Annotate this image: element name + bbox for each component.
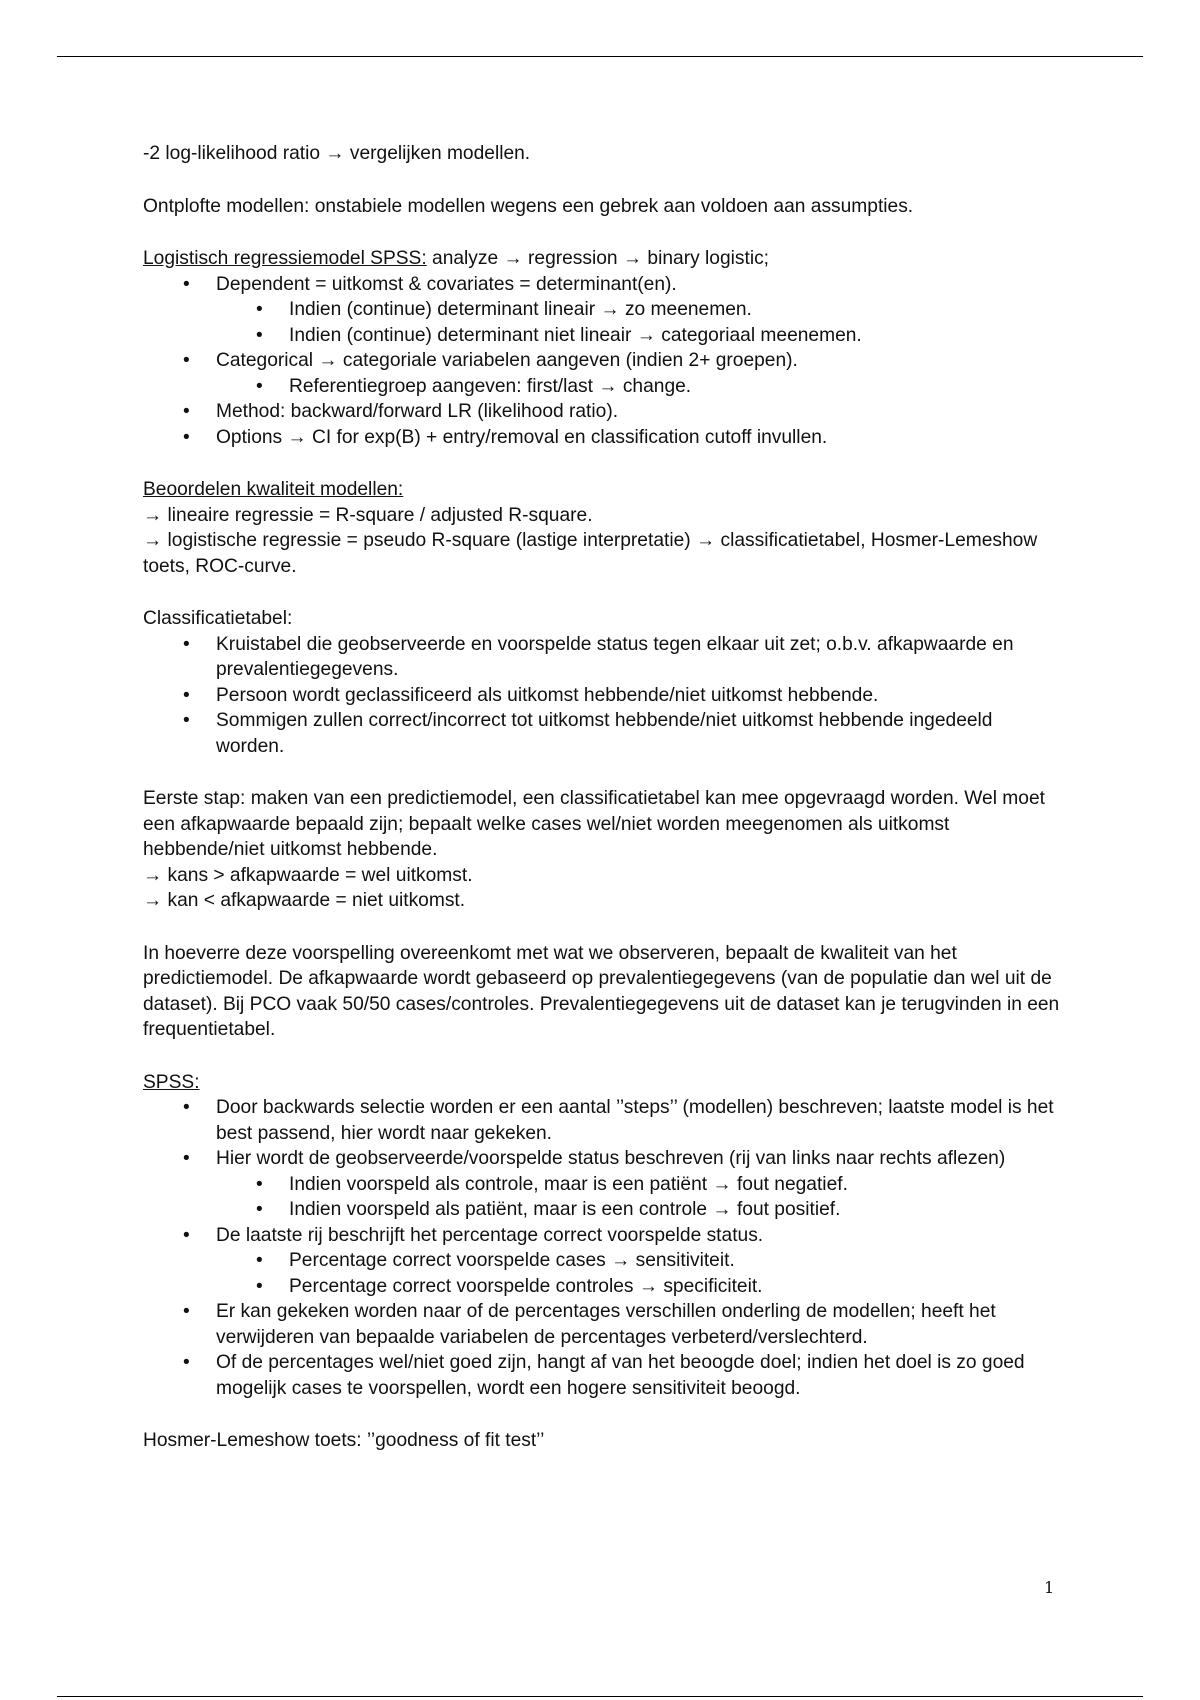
list-item: • Referentiegroep aangeven: first/last → change.: [216, 374, 1063, 400]
sub-list: [216, 374, 1063, 400]
list-item: • Persoon wordt geclassificeerd als uitkomst hebbende/niet uitkomst hebbende.: [143, 683, 1063, 709]
classtable-list: [143, 632, 1063, 760]
spss-model-heading: Logistisch regressiemodel SPSS:: [143, 248, 427, 269]
quality-heading: Beoordelen kwaliteit modellen:: [143, 479, 404, 500]
list-item: • De laatste rij beschrijft het percentage correct voorspelde status. • Percentage correct voorspelde cases → sensitiviteit. • Percentage correct voorspelde controles → specificiteit.: [143, 1223, 1063, 1300]
list-item: • Options → CI for exp(B) + entry/removal en classification cutoff invullen.: [143, 425, 1063, 451]
list-item: • Percentage correct voorspelde cases → sensitiviteit.: [216, 1248, 1063, 1274]
spss-model-path: analyze → regression → binary logistic;: [426, 248, 770, 269]
footer-rule: [57, 1696, 1143, 1697]
list-item: • Sommigen zullen correct/incorrect tot uitkomst hebbende/niet uitkomst hebbende ingedeeld worden.: [143, 708, 1063, 759]
page-number: 1: [1044, 1578, 1055, 1597]
page-content: [143, 141, 1063, 1454]
spss-heading: SPSS:: [143, 1071, 200, 1093]
list-item: • Kruistabel die geobserveerde en voorspelde status tegen elkaar uit zet; o.b.v. afkapwaarde en prevalentiegegevens.: [143, 632, 1063, 683]
first-step-paragraph: Eerste stap: maken van een predictiemodel, een classificatietabel kan mee opgevraagd worden. Wel moet een afkapwaarde bepaald zijn; bepaalt welke cases wel/niet worden meegenomen als uitkomst hebbende/niet uitkomst hebbende.: [143, 788, 1045, 860]
spss-list: [143, 1095, 1063, 1401]
list-item: • Door backwards selectie worden er een aantal ’’steps’’ (modellen) beschreven; laatste model is het best passend, hier wordt naar gekeken.: [143, 1095, 1063, 1146]
list-item: • Of de percentages wel/niet goed zijn, hangt af van het beoogde doel; indien het doel is zo goed mogelijk cases te voorspellen, wordt een hogere sensitiviteit beoogd.: [143, 1350, 1063, 1401]
list-item: • Categorical → categoriale variabelen aangeven (indien 2+ groepen). • Referentiegroep aangeven: first/last → change.: [143, 348, 1063, 399]
list-item: • Indien voorspeld als controle, maar is een patiënt → fout negatief.: [216, 1172, 1063, 1198]
list-item: • Indien (continue) determinant lineair → zo meenemen.: [216, 297, 1063, 323]
quality-logistic: → logistische regressie = pseudo R-square (lastige interpretatie) → classificatietabel, Hosmer-Lemeshow toets, ROC-curve.: [143, 530, 1038, 577]
sub-list: [216, 1172, 1063, 1223]
sub-list: [216, 297, 1063, 348]
classtable-heading: Classificatietabel:: [143, 608, 293, 629]
list-item: • Percentage correct voorspelde controles → specificiteit.: [216, 1274, 1063, 1300]
spss-model-heading-line: [143, 246, 1063, 272]
first-step-line-1: → kans > afkapwaarde = wel uitkomst.: [143, 864, 473, 886]
hosmer-lemeshow-line: Hosmer-Lemeshow toets: ’’goodness of fit test’’: [143, 1430, 545, 1451]
list-item: • Indien voorspeld als patiënt, maar is een controle → fout positief.: [216, 1197, 1063, 1223]
sub-list: [216, 1248, 1063, 1299]
prediction-paragraph: In hoeverre deze voorspelling overeenkomt met wat we observeren, bepaalt de kwaliteit van het predictiemodel. De afkapwaarde wordt gebaseerd op prevalentiegegevens (van de populatie dan wel uit de dataset). Bij PCO vaak 50/50 cases/controles. Prevalentiegegevens uit de dataset kan je terugvinden in een frequentietabel.: [143, 942, 1060, 1040]
list-item: • Dependent = uitkomst & covariates = determinant(en). • Indien (continue) determinant lineair → zo meenemen. • Indien (continue) determinant niet lineair → categoriaal meenemen.: [143, 272, 1063, 349]
list-item: • Indien (continue) determinant niet lineair → categoriaal meenemen.: [216, 323, 1063, 349]
log-likelihood-line: -2 log-likelihood ratio → vergelijken modellen.: [143, 143, 531, 164]
exploded-models-line: Ontplofte modellen: onstabiele modellen wegens een gebrek aan voldoen aan assumpties.: [143, 195, 914, 217]
spss-model-list: [143, 272, 1063, 451]
quality-linear: → lineaire regressie = R-square / adjusted R-square.: [143, 504, 593, 526]
first-step-line-2: → kan < afkapwaarde = niet uitkomst.: [143, 890, 466, 911]
list-item: • Er kan gekeken worden naar of de percentages verschillen onderling de modellen; heeft het verwijderen van bepaalde variabelen de percentages verbeterd/verslechterd.: [143, 1299, 1063, 1350]
list-item: • Method: backward/forward LR (likelihood ratio).: [143, 399, 1063, 425]
header-rule: [57, 56, 1143, 57]
list-item: • Hier wordt de geobserveerde/voorspelde status beschreven (rij van links naar rechts aflezen) • Indien voorspeld als controle, maar is een patiënt → fout negatief. • Indien voorspeld als patiënt, maar is een controle → fout positief.: [143, 1146, 1063, 1223]
